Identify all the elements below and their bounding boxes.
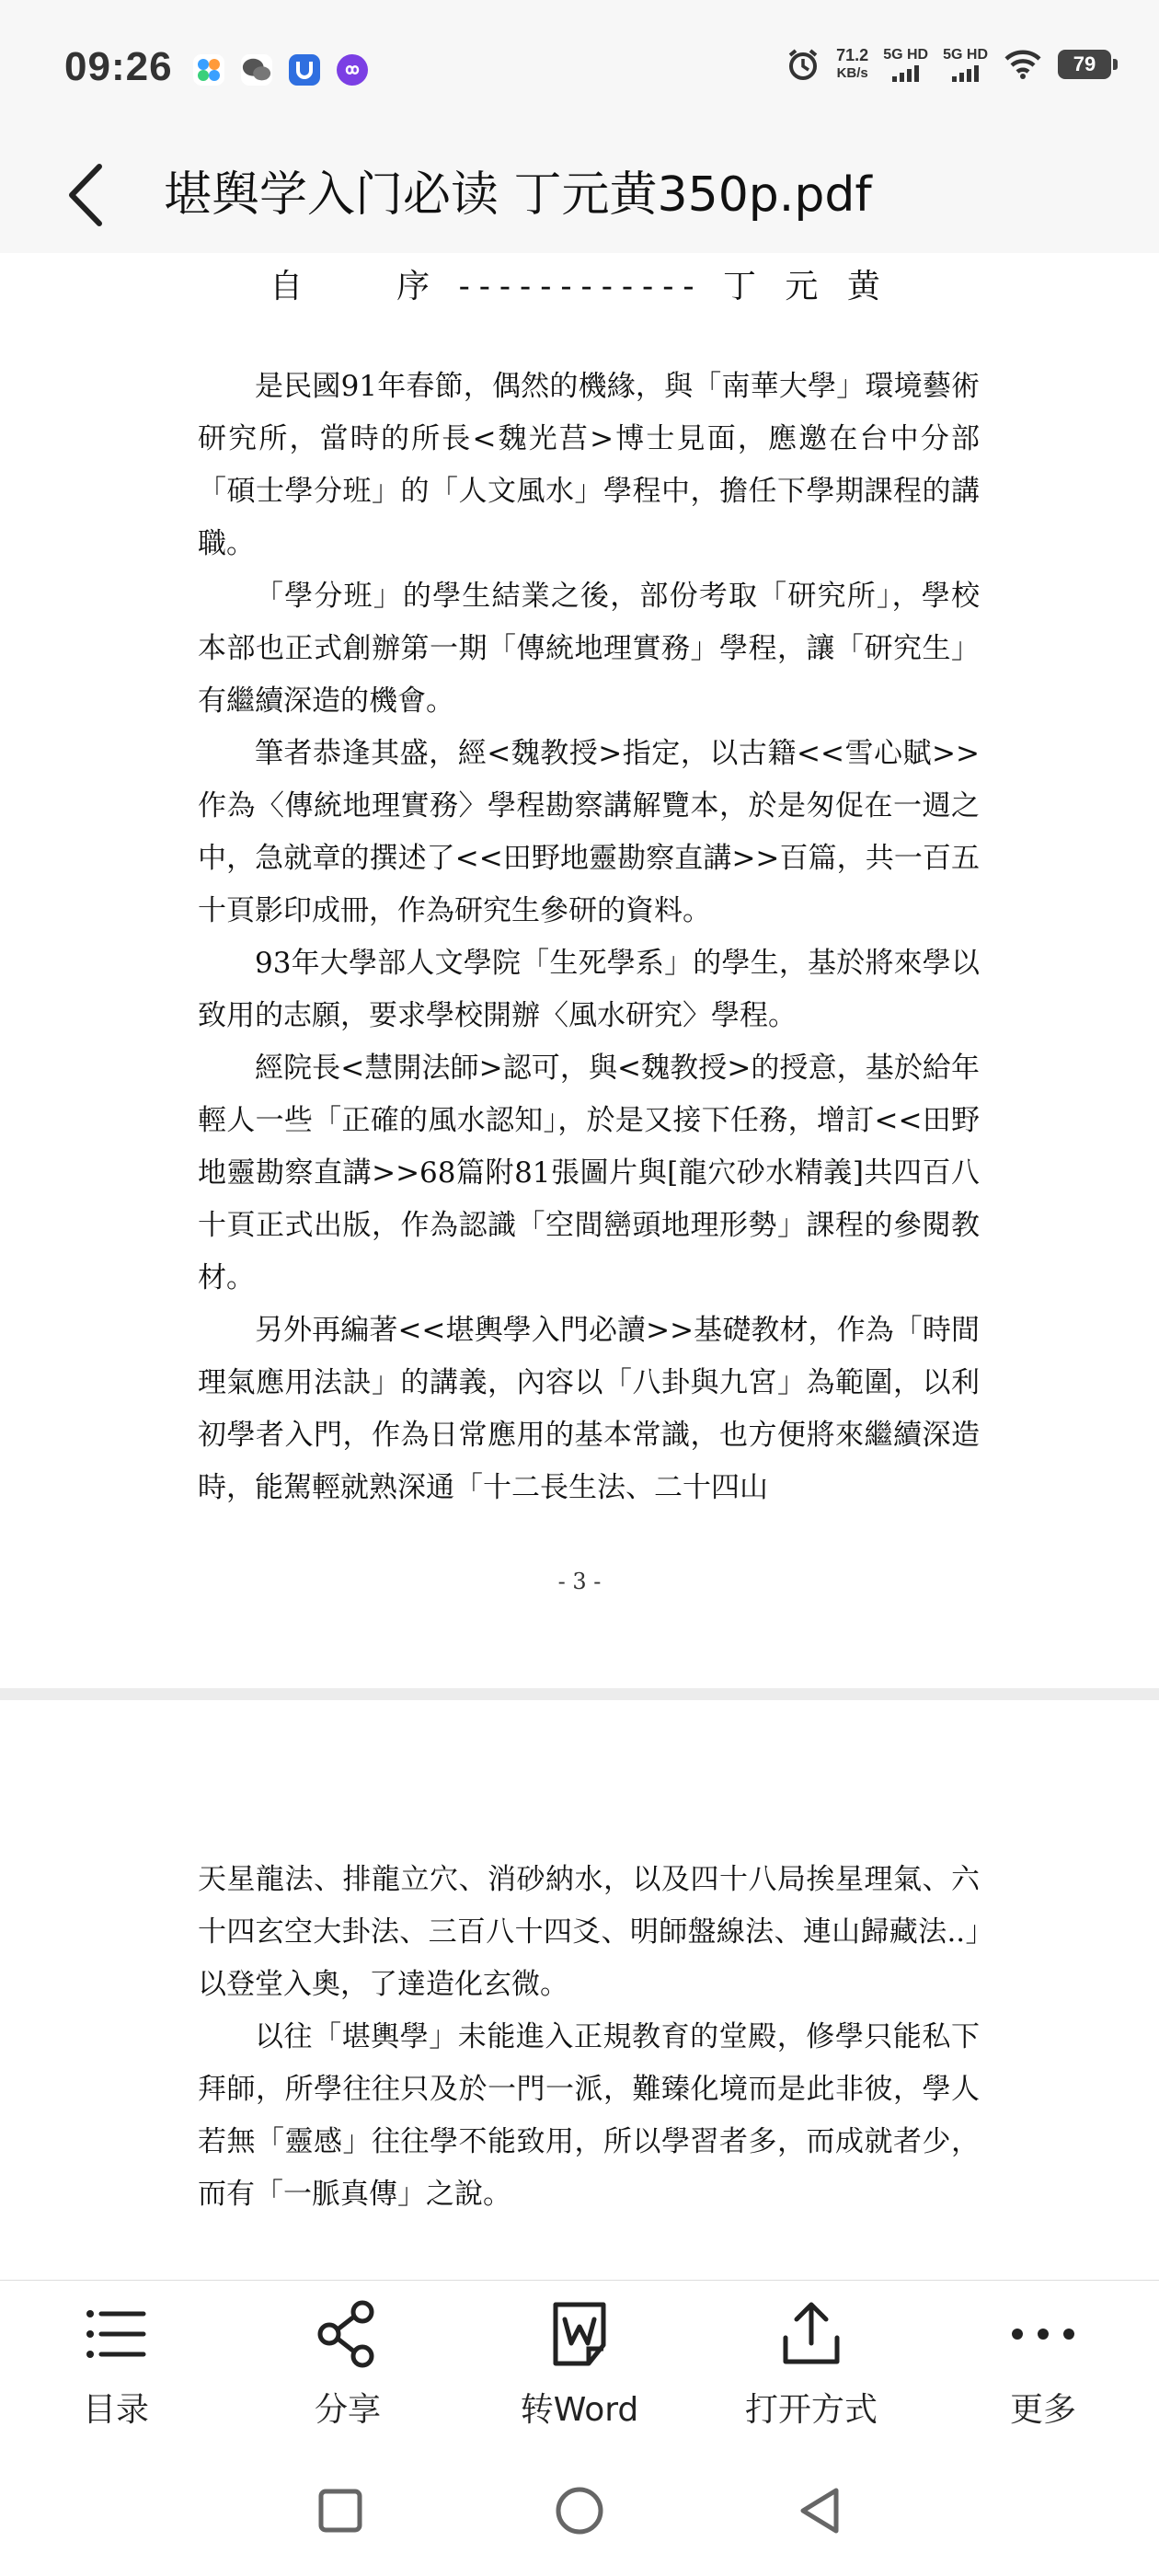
toc-label: 目录 bbox=[82, 2391, 149, 2429]
open-with-button[interactable] bbox=[695, 2281, 927, 2446]
pdf-page-3[interactable] bbox=[0, 253, 1159, 1688]
more-icon bbox=[1006, 2297, 1080, 2371]
status-time: 09:26 bbox=[64, 44, 173, 89]
page-body bbox=[198, 361, 980, 1514]
status-bar bbox=[0, 0, 1159, 138]
title-bar bbox=[0, 138, 1159, 253]
net-speed bbox=[836, 46, 868, 83]
wechat-icon bbox=[241, 54, 272, 86]
recents-button[interactable] bbox=[308, 2478, 373, 2543]
app-1-icon bbox=[193, 54, 224, 86]
pdf-page-4[interactable] bbox=[0, 1700, 1159, 2280]
net-speed-unit: KB/s bbox=[836, 65, 868, 81]
page-body bbox=[198, 1854, 980, 2221]
wifi-icon bbox=[1003, 48, 1043, 81]
to-word-label: 转Word bbox=[520, 2391, 639, 2429]
to-word-button[interactable] bbox=[464, 2281, 695, 2446]
page-heading: 自 序 ------------ 丁 元 黄 bbox=[270, 268, 889, 305]
share-button[interactable] bbox=[232, 2281, 464, 2446]
home-button[interactable] bbox=[547, 2478, 612, 2543]
battery-icon bbox=[1058, 50, 1111, 79]
square-icon bbox=[317, 2488, 363, 2534]
status-right bbox=[785, 46, 1111, 83]
alarm-icon bbox=[785, 46, 821, 83]
paragraph: 另外再編著<<堪輿學入門必讀>>基礎教材，作為「時間理氣應用法訣」的講義，內容以「八卦與九宮」為範圍，以利初學者入門，作為日常應用的基本常識，也方便將來繼續深造時，能駕輕就熟深通「十二長生法、二十四山 bbox=[198, 1314, 980, 1504]
word-icon bbox=[543, 2297, 616, 2371]
list-icon bbox=[79, 2297, 153, 2371]
triangle-back-icon bbox=[796, 2485, 842, 2536]
sim1-label: 5G HD bbox=[883, 47, 929, 63]
share-label: 分享 bbox=[314, 2391, 381, 2429]
paragraph: 「學分班」的學生結業之後，部份考取「研究所」，學校本部也正式創辦第一期「傳統地理實務」學程，讓「研究生」有繼續深造的機會。 bbox=[198, 580, 980, 718]
circle-icon bbox=[554, 2485, 605, 2536]
notification-icons bbox=[193, 53, 368, 86]
open-with-label: 打开方式 bbox=[744, 2391, 878, 2429]
bottom-toolbar bbox=[0, 2280, 1159, 2446]
paragraph: 是民國91年春節，偶然的機緣，與「南華大學」環境藝術研究所，當時的所長<魏光莒>博士見面，應邀在台中分部「碩士學分班」的「人文風水」學程中，擔任下學期課程的講職。 bbox=[198, 370, 980, 560]
paragraph: 93年大學部人文學院「生死學系」的學生，基於將來學以致用的志願，要求學校開辦〈風水研究〉學程。 bbox=[198, 947, 980, 1032]
toc-button[interactable] bbox=[0, 2281, 232, 2446]
net-speed-value: 71.2 bbox=[836, 46, 869, 64]
sim1-signal bbox=[883, 47, 928, 82]
paragraph: 筆者恭逢其盛，經<魏教授>指定，以古籍<<雪心賦>>作為〈傳統地理實務〉學程勘察講解覽本，於是匆促在一週之中，急就章的撰述了<<田野地靈勘察直講>>百篇，共一百五十頁影印成冊，作為研究生參研的資料。 bbox=[198, 737, 980, 927]
more-label: 更多 bbox=[1009, 2391, 1076, 2429]
open-with-icon bbox=[775, 2297, 848, 2371]
paragraph: 天星龍法、排龍立穴、消砂納水，以及四十八局挨星理氣、六十四玄空大卦法、三百八十四爻、明師盤線法、連山歸藏法..」以登堂入奧，了達造化玄微。 bbox=[198, 1863, 980, 2001]
sim2-signal bbox=[943, 47, 988, 82]
share-icon bbox=[311, 2297, 384, 2371]
page-number: - 3 - bbox=[557, 1569, 602, 1594]
system-nav-bar bbox=[0, 2445, 1159, 2576]
battery-level: 79 bbox=[1073, 52, 1096, 75]
more-button[interactable] bbox=[927, 2281, 1159, 2446]
app-4-icon bbox=[337, 54, 368, 86]
app-3-icon bbox=[289, 54, 320, 86]
back-nav-button[interactable] bbox=[786, 2478, 851, 2543]
signal-bars-icon bbox=[892, 65, 919, 82]
back-arrow-icon bbox=[64, 163, 105, 227]
back-button[interactable] bbox=[64, 158, 120, 232]
sim2-label: 5G HD bbox=[943, 47, 988, 63]
document-title: 堪舆学入门必读 丁元黄350p.pdf bbox=[164, 167, 872, 223]
paragraph: 以往「堪輿學」未能進入正規教育的堂殿，修學只能私下拜師，所學往往只及於一門一派，難臻化境而是此非彼，學人若無「靈感」往往學不能致用，所以學習者多，而成就者少，而有「一脈真傳」之說。 bbox=[198, 2020, 980, 2211]
signal-bars-icon bbox=[952, 65, 979, 82]
paragraph: 經院長<慧開法師>認可，與<魏教授>的授意，基於給年輕人一些「正確的風水認知」，於是又接下任務，增訂<<田野地靈勘察直講>>68篇附81張圖片與[龍穴砂水精義]共四百八十頁正式出版，作為認識「空間巒頭地理形勢」課程的參閱教材。 bbox=[198, 1052, 980, 1294]
